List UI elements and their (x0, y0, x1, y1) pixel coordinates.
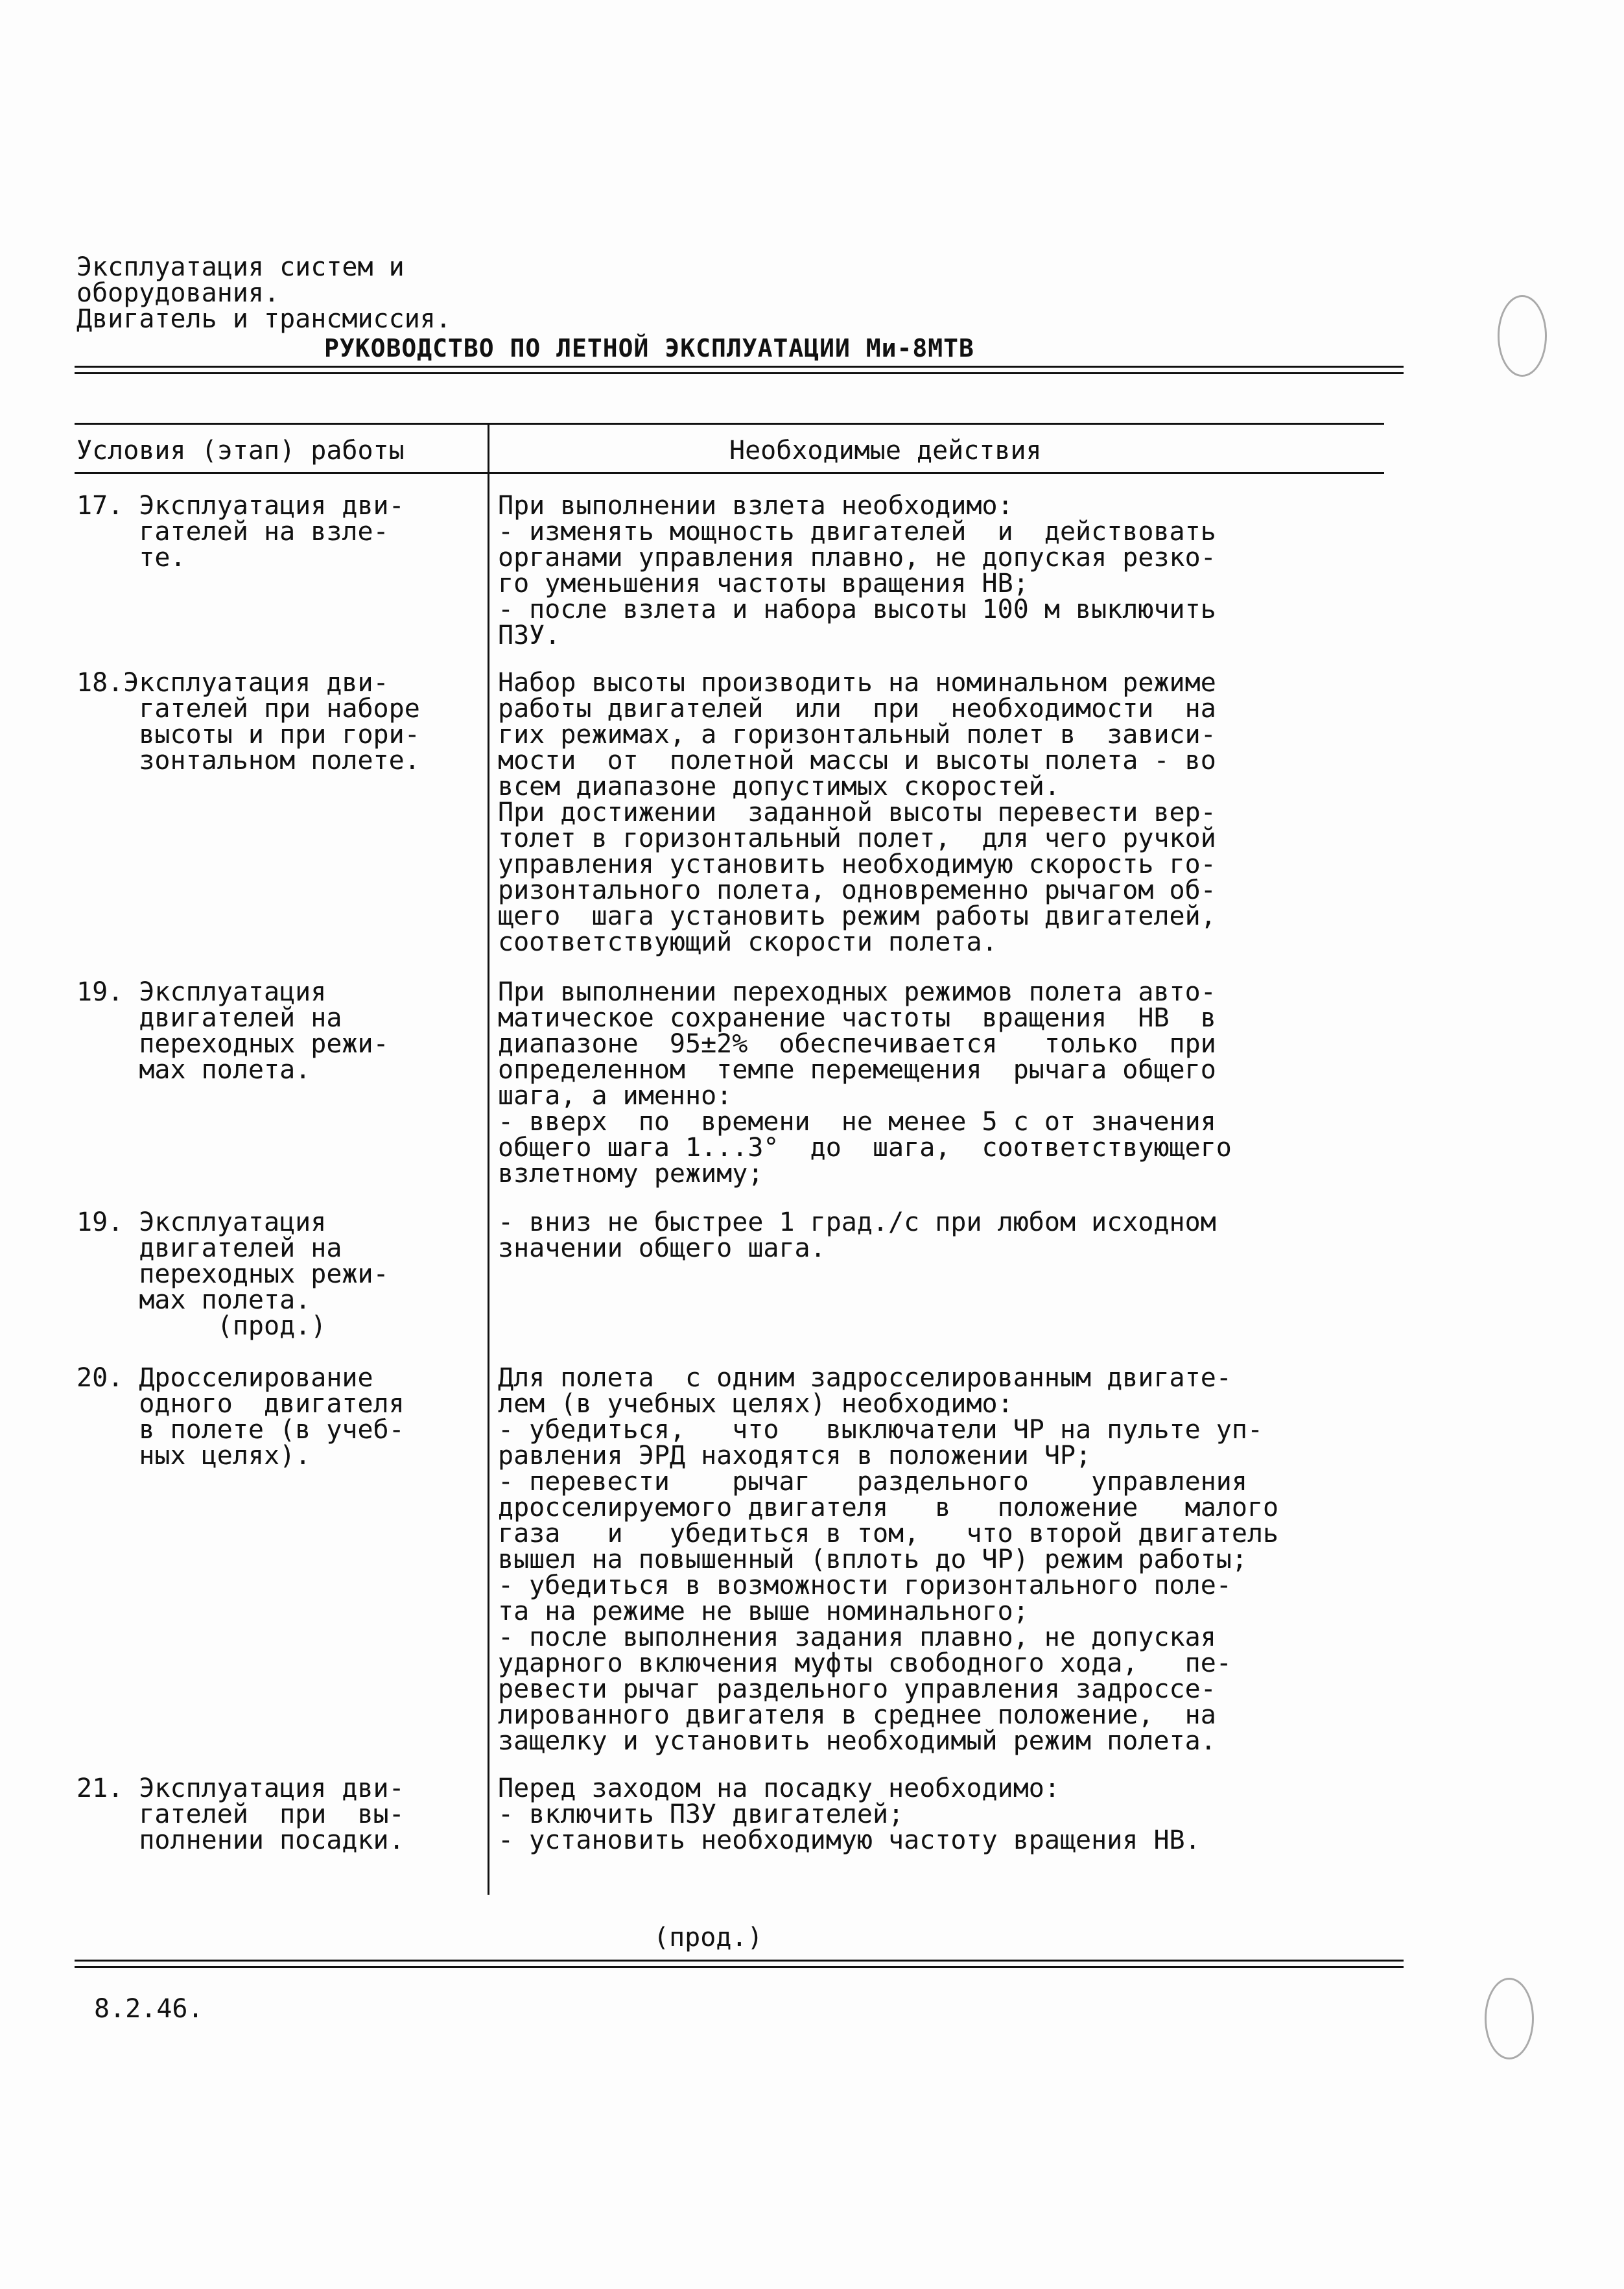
manual-title: РУКОВОДСТВО ПО ЛЕТНОЙ ЭКСПЛУАТАЦИИ Ми-8МТВ (324, 334, 974, 362)
table-row-action: Набор высоты производить на номинальном режиме работы двигателей или при необходимости на гих режимах, а горизонтальный полет в зависи- мости от полетной массы и высоты полета - во всем диапазоне допустимых скоростей. При достижении заданной высоты перевести вер- толет в горизонтальный полет, для чего ручкой управления установить необходимую скорость го- ризонтального полета, одновременно рычагом об- щего шага установить режим работы двигателей, соответствующий скорости полета. (498, 668, 1216, 957)
table-row-condition: 19. Эксплуатация двигателей на переходных режи- мах полета. (прод.) (76, 1207, 389, 1341)
footer-rule-bottom (75, 1966, 1404, 1968)
table-row-condition: 20. Дросселирование одного двигателя в полете (в учеб- ных целях). (76, 1363, 405, 1471)
table-row-condition: 19. Эксплуатация двигателей на переходных режи- мах полета. (76, 977, 389, 1085)
table-row-action: - вниз не быстрее 1 град./с при любом исходном значении общего шага. (498, 1207, 1216, 1263)
header-rule-bottom (75, 372, 1404, 374)
punch-hole (1498, 295, 1547, 377)
page-number: 8.2.46. (94, 1994, 204, 2024)
column-header-conditions: Условия (этап) работы (76, 436, 405, 466)
table-row-action: Для полета с одним задросселированным двигате- лем (в учебных целях) необходимо: - убедиться, что выключатели ЧР на пульте уп- равления ЭРД находятся в положении ЧР; - перевести рычаг раздельного управления дросселируемого двигателя в положение малого газа и убедиться в том, что второй двигатель вышел на повышенный (вплоть до ЧР) режим работы; - убедиться в возможности горизонтального поле- та на режиме не выше номинального; - после выполнения задания плавно, не допуская ударного включения муфты свободного хода, пе- ревести рычаг раздельного управления задроссе- лированного двигателя в среднее положение, на защелку и установить необходимый режим полета. (498, 1363, 1279, 1756)
table-row-action: При выполнении переходных режимов полета авто- матическое сохранение частоты вращения НВ в диапазоне 95±2% обеспечивается только при определенном темпе перемещения рычага общего шага, а именно: - вверх по времени не менее 5 с от значения общего шага 1...3° до шага, соответствующего взлетному режиму; (498, 977, 1232, 1189)
header-rule-top (75, 366, 1404, 368)
table-top-rule (75, 423, 1384, 425)
table-row-condition: 17. Эксплуатация дви- гателей на взле- те. (76, 491, 405, 573)
table-row-action: Перед заходом на посадку необходимо: - включить ПЗУ двигателей; - установить необходимую частоту вращения НВ. (498, 1773, 1201, 1855)
continued-note: (прод.) (653, 1923, 763, 1952)
table-column-divider (488, 423, 489, 1895)
section-heading: Эксплуатация систем и оборудования. Двигатель и трансмиссия. (76, 252, 451, 334)
column-header-actions: Необходимые действия (729, 436, 1042, 466)
punch-hole (1485, 1978, 1534, 2059)
table-head-rule (75, 472, 1384, 474)
table-row-action: При выполнении взлета необходимо: - изменять мощность двигателей и действовать органами управления плавно, не допуская резко- го уменьшения частоты вращения НВ; - после взлета и набора высоты 100 м выключить ПЗУ. (498, 491, 1216, 650)
table-row-condition: 18.Эксплуатация дви- гателей при наборе высоты и при гори- зонтальном полете. (76, 668, 420, 776)
footer-rule-top (75, 1960, 1404, 1962)
table-row-condition: 21. Эксплуатация дви- гателей при вы- полнении посадки. (76, 1773, 405, 1855)
